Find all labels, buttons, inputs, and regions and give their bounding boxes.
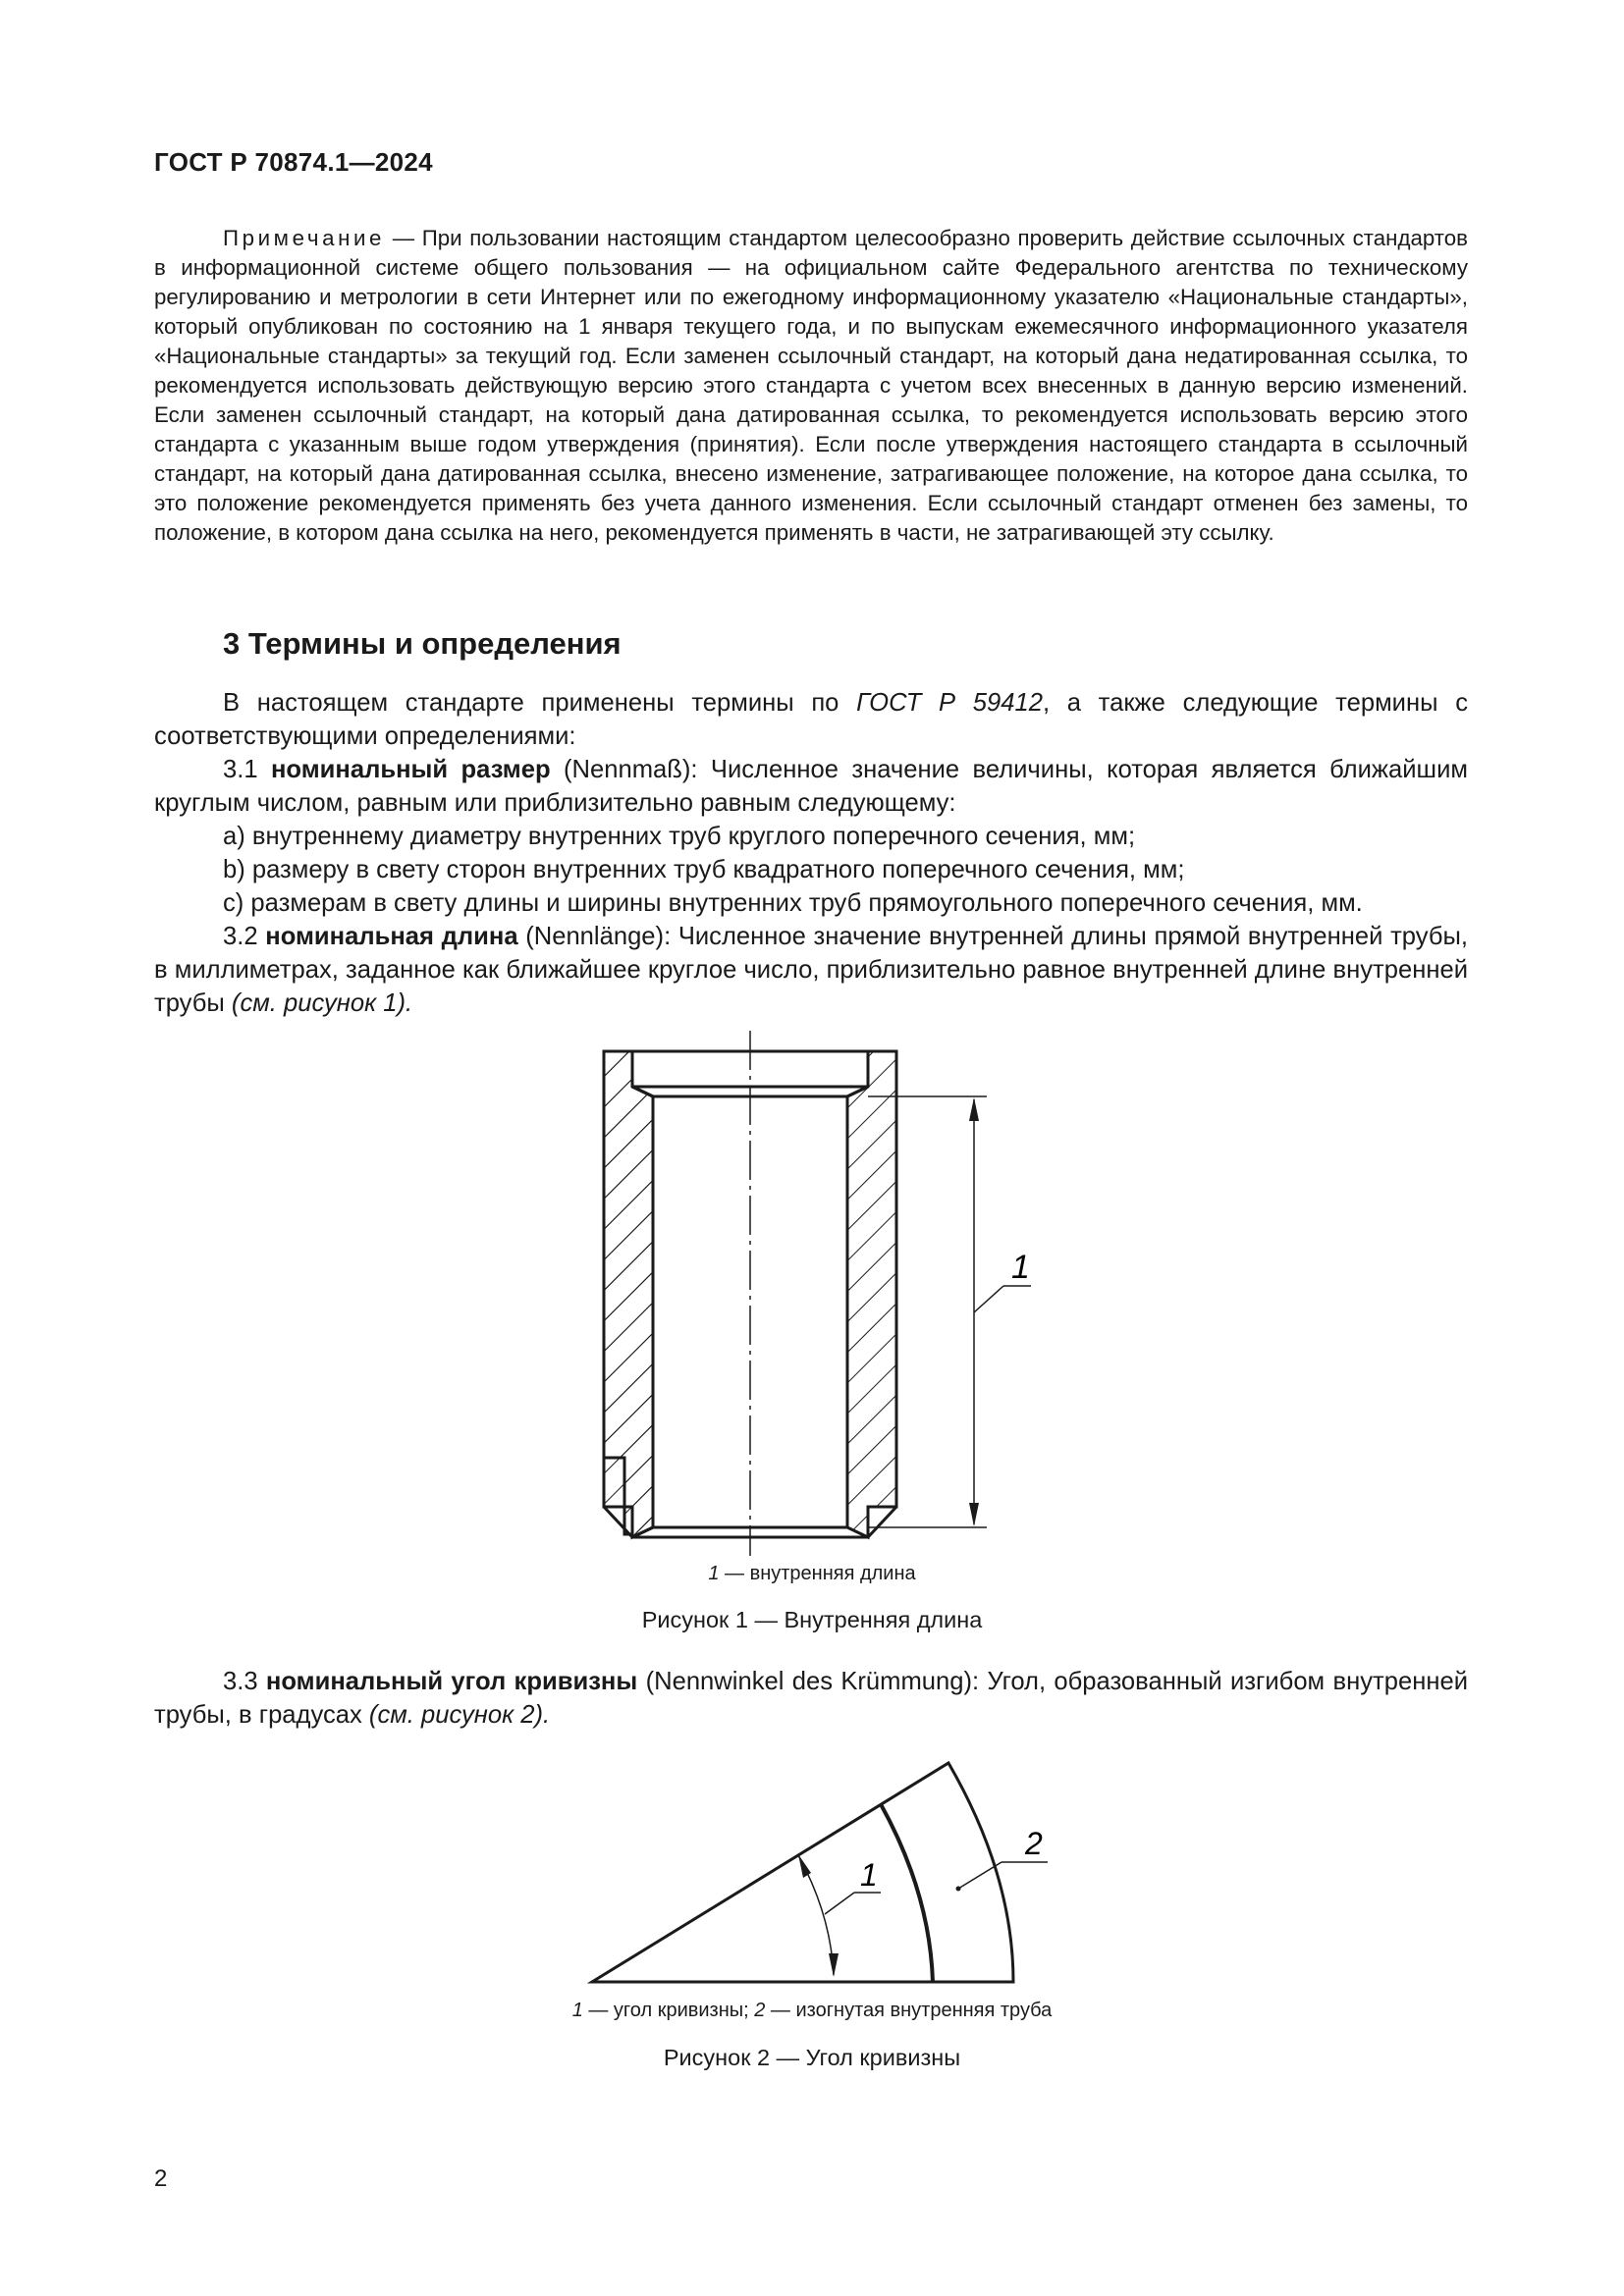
legend-text: — внутренняя длина — [719, 1563, 916, 1584]
term-name: номинальная длина — [265, 923, 518, 950]
figure-2-legend — [0, 2000, 1624, 2022]
figure-1-caption: Рисунок 1 — Внутренняя длина — [641, 1607, 983, 1632]
term-number: 3.2 — [223, 923, 266, 950]
legend-number: 1 — [708, 1563, 720, 1584]
figure-2-callout-2: 2 — [1025, 1826, 1043, 1861]
term-foreign: (Nennmaß): — [550, 756, 711, 783]
legend-number: 2 — [754, 2000, 766, 2021]
term-foreign: (Nennwinkel des Krümmung): — [637, 1668, 988, 1695]
intro-reference: ГОСТ Р 59412 — [856, 689, 1043, 717]
legend-text: — угол кривизны; — [582, 2000, 755, 2021]
section-title: 3 Термины и определения — [223, 626, 622, 661]
list-item: с) размерам в свету длины и ширины внутренних труб прямоугольного поперечного сечения, мм. — [223, 889, 1363, 917]
term-definition: Численное значение величины, которая является ближайшим круглым числом, равным или приблизительно равным следующему: — [154, 756, 1468, 817]
page-number: 2 — [154, 2165, 168, 2192]
note-label: Примечание — [223, 226, 386, 250]
term-definition: Численное значение внутренней длины прямой внутренней трубы, в миллиметрах, заданное как ближайшее круглое число, приблизительно равное внутренней длине внутренней трубы — [154, 923, 1468, 1017]
figure-2-caption: Рисунок 2 — Угол кривизны — [663, 2045, 961, 2070]
intro-text-end: , а также следующие термины с соответствующими определениями: — [154, 689, 1468, 750]
figure-1-callout: 1 — [1011, 1249, 1030, 1286]
figure-2-callout-1: 1 — [860, 1857, 878, 1893]
legend-number: 1 — [571, 2000, 583, 2021]
term-number: 3.1 — [223, 756, 271, 783]
list-item: b) размеру в свету сторон внутренних труб квадратного поперечного сечения, мм; — [223, 856, 1185, 883]
figure-reference: (см. рисунок 2). — [368, 1701, 551, 1729]
term-name: номинальный размер — [270, 756, 551, 783]
note-text: — При пользовании настоящим стандартом целесообразно проверить действие ссылочных стандартов в информационной системе общего пользования — на официальном сайте Федерального агентства по техническому регулированию и метрологии в сети Интернет или по ежегодному информационному указателю «Национальные стандарты», который опубликован по состоянию на 1 января текущего года, и по выпускам ежемесячного информационного указателя «Национальные стандарты» за текущий год. Если заменен ссылочный стандарт, на который дана недатированная ссылка, то рекомендуется использовать действующую версию этого стандарта с учетом всех внесенных в данную версию изменений. Если заменен ссылочный стандарт, на который дана датированная ссылка, то рекомендуется использовать версию этого стандарта с указанным выше годом утверждения (принятия). Если после утверждения настоящего стандарта в ссылочный стандарт, на который дана датированная ссылка, внесено изменение, затрагивающее положение, на которое дана ссылка, то это положение рекомендуется применять без учета данного изменения. Если ссылочный стандарт отменен без замены, то положение, в котором дана ссылка на него, рекомендуется применять в части, не затрагивающей эту ссылку. — [154, 226, 1468, 545]
legend-text: — изогнутая внутренняя труба — [765, 2000, 1053, 2021]
term-foreign: (Nennlänge): — [517, 923, 678, 950]
intro-text: В настоящем стандарте применены термины по — [223, 689, 857, 717]
term-number: 3.3 — [223, 1668, 266, 1695]
term-name: номинальный угол кривизны — [265, 1668, 638, 1695]
figure-reference: (см. рисунок 1). — [231, 989, 413, 1017]
list-item: а) внутреннему диаметру внутренних труб круглого поперечного сечения, мм; — [223, 823, 1136, 850]
term-definition: Угол, образованный изгибом внутренней трубы, в градусах — [154, 1668, 1469, 1729]
document-code: ГОСТ Р 70874.1—2024 — [154, 147, 433, 177]
